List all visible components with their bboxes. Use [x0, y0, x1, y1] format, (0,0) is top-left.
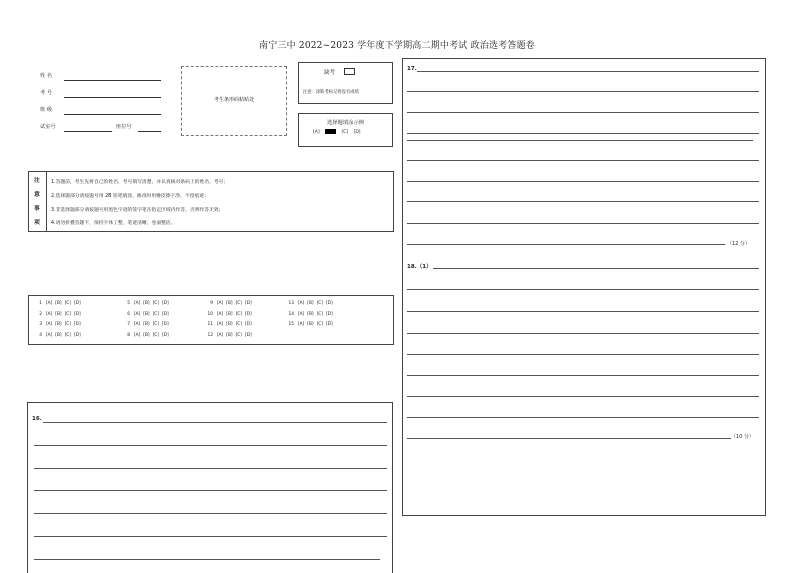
answer-line[interactable] [407, 112, 759, 113]
mcq-option-bubble[interactable]: [A] [217, 311, 224, 317]
answer-line[interactable] [417, 71, 759, 72]
mcq-question-number: 3 [39, 322, 42, 327]
mcq-option-bubble[interactable]: [B] [143, 322, 150, 327]
q16-box [27, 402, 393, 573]
answer-line[interactable] [407, 438, 731, 439]
mcq-option-bubble[interactable]: [A] [298, 301, 305, 306]
answer-line[interactable] [433, 268, 759, 269]
seat-field[interactable] [138, 131, 161, 132]
q18-score: （10 分） [731, 434, 754, 440]
fill-example-c: [C] [341, 130, 349, 135]
mcq-option-bubble[interactable]: [A] [217, 301, 224, 306]
mcq-option-bubble[interactable]: [C] [64, 332, 71, 338]
mcq-row [120, 312, 172, 317]
mcq-option-bubble[interactable]: [D] [325, 311, 333, 317]
mcq-box [28, 295, 394, 345]
mcq-row [203, 312, 255, 317]
q18-label: 18.（1） [407, 264, 432, 270]
class-label: 班 级 [40, 107, 53, 113]
mcq-row [284, 301, 336, 306]
mcq-question-number: 5 [127, 301, 130, 306]
mcq-option-bubble[interactable]: [B] [307, 311, 314, 317]
notice-heading-char: 注 [34, 178, 40, 184]
mcq-option-bubble[interactable]: [C] [316, 311, 323, 317]
mcq-option-bubble[interactable]: [D] [73, 301, 81, 306]
answer-line[interactable] [407, 289, 759, 290]
notice-heading [29, 172, 47, 231]
exam-no-field[interactable] [64, 97, 161, 98]
answer-line[interactable] [407, 160, 759, 161]
mcq-option-bubble[interactable]: [B] [307, 322, 314, 327]
mcq-option-bubble[interactable]: [D] [73, 311, 81, 317]
mcq-option-bubble[interactable]: [D] [161, 301, 169, 306]
mcq-option-bubble[interactable]: [D] [244, 311, 252, 317]
answer-line[interactable] [407, 333, 759, 334]
mcq-row [120, 322, 172, 327]
mcq-option-bubble[interactable]: [D] [325, 322, 333, 327]
answer-line[interactable] [407, 354, 759, 355]
mcq-option-bubble[interactable]: [C] [235, 322, 242, 327]
mcq-row [32, 301, 84, 306]
mcq-question-number: 8 [127, 332, 130, 338]
mcq-question-number: 12 [207, 332, 213, 338]
mcq-option-bubble[interactable]: [B] [55, 332, 62, 338]
mcq-option-bubble[interactable]: [B] [307, 301, 314, 306]
mcq-option-bubble[interactable]: [B] [143, 332, 150, 338]
barcode-area [181, 66, 287, 136]
mcq-option-bubble[interactable]: [C] [152, 322, 159, 327]
answer-line[interactable] [407, 396, 759, 397]
mcq-question-number: 4 [39, 332, 42, 338]
room-label: 试室号 [40, 124, 56, 130]
mcq-option-bubble[interactable]: [A] [298, 311, 305, 317]
answer-line[interactable] [407, 417, 759, 418]
mcq-option-bubble[interactable]: [B] [226, 332, 233, 338]
answer-line[interactable] [34, 445, 387, 446]
mcq-row [120, 333, 172, 338]
name-label: 姓 名 [40, 73, 53, 79]
mcq-option-bubble[interactable]: [B] [226, 301, 233, 306]
q17-label: 17. [407, 66, 417, 72]
mcq-option-bubble[interactable]: [C] [235, 311, 242, 317]
mcq-question-number: 15 [288, 322, 294, 327]
answer-line[interactable] [34, 468, 387, 469]
mcq-option-bubble[interactable]: [C] [235, 332, 242, 338]
mcq-option-bubble[interactable]: [A] [298, 322, 305, 327]
mcq-option-bubble[interactable]: [D] [161, 311, 169, 317]
mcq-question-number: 14 [288, 311, 294, 317]
notice-line: 1.答题前，考生先将自己的姓名、考号填写清楚，并认真核对条码上的姓名、考号； [51, 180, 229, 185]
mcq-option-bubble[interactable]: [D] [73, 322, 81, 327]
mcq-option-bubble[interactable]: [B] [55, 301, 62, 306]
absent-label: 缺考 [324, 70, 336, 76]
answer-line[interactable] [407, 375, 759, 376]
seat-label: 座位号 [116, 124, 132, 130]
mcq-option-bubble[interactable]: [B] [143, 311, 150, 317]
mcq-row [284, 312, 336, 317]
mcq-row [203, 301, 255, 306]
answer-line[interactable] [34, 536, 387, 537]
mcq-question-number: 10 [207, 311, 213, 317]
mcq-option-bubble[interactable]: [D] [161, 322, 169, 327]
mcq-option-bubble[interactable]: [B] [55, 311, 62, 317]
fill-example-d: [D] [353, 130, 361, 135]
class-field[interactable] [64, 114, 161, 115]
filled-mark [325, 129, 336, 134]
mcq-option-bubble[interactable]: [A] [46, 301, 53, 306]
answer-line[interactable] [407, 140, 753, 141]
exam-no-label: 考 号 [40, 90, 53, 96]
q17-score: （12 分） [727, 241, 750, 247]
answer-line[interactable] [407, 181, 759, 182]
right-answer-box [402, 58, 766, 516]
mcq-option-bubble[interactable]: [A] [134, 301, 141, 306]
answer-line[interactable] [407, 91, 759, 92]
page-title: 南宁三中 2022~2023 学年度下学期高二期中考试 政治选考答题卷 [259, 41, 535, 51]
mcq-row [284, 322, 336, 327]
mcq-option-bubble[interactable]: [C] [64, 311, 71, 317]
answer-line[interactable] [407, 244, 725, 245]
mcq-question-number: 7 [127, 322, 130, 327]
mcq-question-number: 2 [39, 311, 42, 317]
mcq-option-bubble[interactable]: [A] [46, 322, 53, 327]
mcq-question-number: 6 [127, 311, 130, 317]
barcode-label: 考生条形码粘贴处 [213, 97, 254, 103]
mcq-option-bubble[interactable]: [A] [46, 311, 53, 317]
room-field[interactable] [64, 131, 112, 132]
notice-line: 4.请勿折叠答题卡，保持字体工整，笔迹清晰，卷面整洁。 [51, 221, 176, 226]
mcq-option-bubble[interactable]: [C] [316, 322, 323, 327]
mcq-option-bubble[interactable]: [D] [244, 322, 252, 327]
answer-line[interactable] [407, 133, 759, 134]
mcq-option-bubble[interactable]: [A] [217, 322, 224, 327]
fill-example-title: 选择题填涂示例 [326, 120, 365, 126]
mcq-option-bubble[interactable]: [C] [316, 301, 323, 306]
mcq-option-bubble[interactable]: [D] [244, 332, 252, 338]
absent-note: 注意：涂缺考标记将没有成绩 [303, 90, 359, 95]
mcq-row [120, 301, 172, 306]
mcq-option-bubble[interactable]: [A] [217, 332, 224, 338]
mcq-option-bubble[interactable]: [B] [226, 322, 233, 327]
answer-line[interactable] [407, 201, 759, 202]
mcq-row [203, 333, 255, 338]
notice-heading-char: 事 [34, 206, 40, 212]
answer-line[interactable] [43, 422, 387, 423]
answer-line[interactable] [34, 490, 387, 491]
mcq-option-bubble[interactable]: [C] [152, 311, 159, 317]
absent-box [298, 62, 393, 104]
mcq-option-bubble[interactable]: [D] [325, 301, 333, 306]
mcq-option-bubble[interactable]: [D] [73, 332, 81, 338]
answer-line[interactable] [407, 311, 759, 312]
mcq-option-bubble[interactable]: [C] [64, 322, 71, 327]
mcq-option-bubble[interactable]: [C] [64, 301, 71, 306]
mcq-option-bubble[interactable]: [D] [161, 332, 169, 338]
notice-line: 3.非选择题部分请按题号用黑色字迹的签字笔在指定区域内作答，否则作答无效； [51, 208, 224, 213]
fill-example-box [298, 113, 393, 147]
mcq-option-bubble[interactable]: [A] [46, 332, 53, 338]
mcq-row [32, 312, 84, 317]
mcq-option-bubble[interactable]: [C] [235, 301, 242, 306]
answer-line[interactable] [34, 513, 387, 514]
notice-heading-char: 项 [34, 220, 40, 226]
q16-label: 16. [32, 416, 42, 422]
mcq-row [32, 333, 84, 338]
absent-checkbox[interactable] [344, 68, 355, 75]
name-field[interactable] [64, 80, 161, 81]
mcq-option-bubble[interactable]: [C] [152, 332, 159, 338]
mcq-option-bubble[interactable]: [D] [244, 301, 252, 306]
mcq-question-number: 9 [210, 301, 213, 306]
notice-heading-char: 意 [34, 192, 40, 198]
fill-example-a: [A] [313, 130, 320, 135]
mcq-option-bubble[interactable]: [B] [55, 322, 62, 327]
mcq-option-bubble[interactable]: [A] [134, 322, 141, 327]
mcq-option-bubble[interactable]: [C] [152, 301, 159, 306]
mcq-row [32, 322, 84, 327]
notice-line: 2.选择题部分请按题号用 2B 铅笔填涂，修改时用橡皮擦干净，不留痕迹； [51, 194, 209, 199]
notice-box [28, 171, 394, 232]
answer-line[interactable] [407, 223, 759, 224]
mcq-option-bubble[interactable]: [B] [143, 301, 150, 306]
mcq-option-bubble[interactable]: [B] [226, 311, 233, 317]
mcq-question-number: 1 [39, 301, 42, 306]
answer-line[interactable] [34, 559, 380, 560]
mcq-question-number: 11 [207, 322, 213, 327]
mcq-question-number: 13 [288, 301, 294, 306]
mcq-row [203, 322, 255, 327]
mcq-option-bubble[interactable]: [A] [134, 332, 141, 338]
fill-example-row [313, 129, 361, 135]
mcq-option-bubble[interactable]: [A] [134, 311, 141, 317]
